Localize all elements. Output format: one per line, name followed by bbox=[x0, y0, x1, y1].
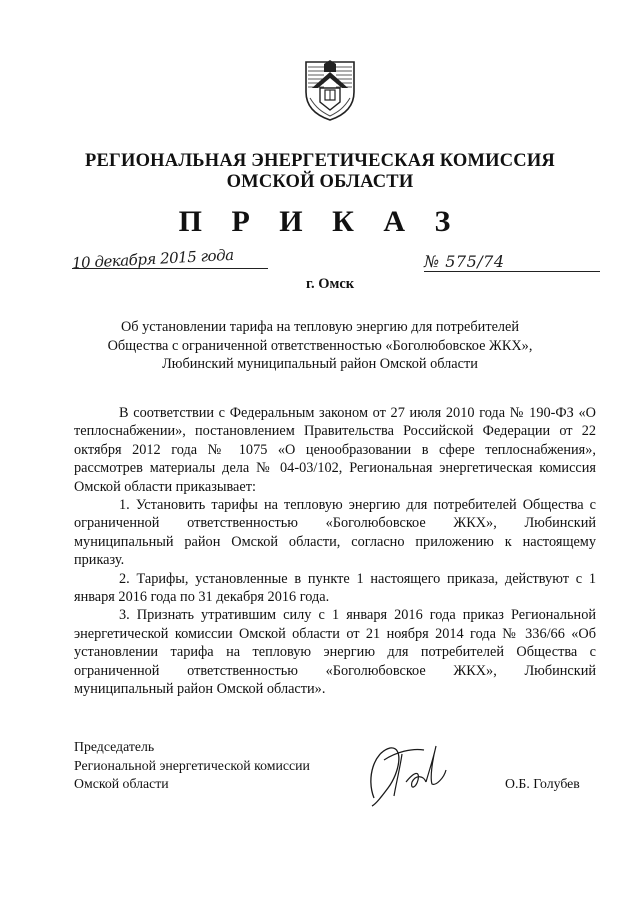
position-line: Региональной энергетической комиссии bbox=[74, 757, 310, 773]
signer-name: О.Б. Голубев bbox=[505, 776, 580, 791]
document-title: П Р И К А З bbox=[178, 205, 462, 238]
order-body bbox=[74, 404, 596, 699]
signatory-position bbox=[74, 738, 310, 794]
date-underline bbox=[72, 268, 268, 269]
clause-1-paragraph: 1. Установить тарифы на тепловую энергию для потребителей Общества с ограниченной ответственностью «Боголюбовское ЖКХ», Любинский муниципальный район Омской области, согласно приложению к настоящему приказу. bbox=[74, 497, 596, 569]
handwritten-order-number: № 575/74 bbox=[424, 252, 505, 271]
handwritten-signature bbox=[360, 738, 460, 812]
city-label: г. Омск bbox=[306, 276, 355, 292]
position-line: Председатель bbox=[74, 739, 155, 754]
subject-line: Об установлении тарифа на тепловую энергию для потребителей bbox=[120, 319, 520, 335]
handwritten-date: 10 декабря 2015 года bbox=[71, 245, 234, 273]
organization-name-line2: ОМСКОЙ ОБЛАСТИ bbox=[226, 172, 414, 192]
coat-of-arms-icon bbox=[302, 58, 358, 122]
clause-2-paragraph: 2. Тарифы, установленные в пункте 1 настоящего приказа, действуют с 1 января 2016 года по 31 декабря 2016 года. bbox=[74, 570, 596, 606]
subject-line: Общества с ограниченной ответственностью «Боголюбовское ЖКХ», bbox=[107, 337, 533, 354]
subject-line: Любинский муниципальный район Омской области bbox=[162, 356, 478, 372]
number-underline bbox=[424, 271, 600, 272]
preamble-paragraph: В соответствии с Федеральным законом от 27 июля 2010 года № 190-ФЗ «О теплоснабжении», постановлением Правительства Российской Федерации от 22 октября 2012 года № 1075 «О ценообразовании в сфере теплоснабжения», рассмотрев материалы дела № 04-03/102, Региональная энергетическая комиссия Омской области приказывает: bbox=[74, 405, 596, 495]
clause-3-paragraph: 3. Признать утратившим силу с 1 января 2016 года приказ Региональной энергетической комиссии Омской области от 21 ноября 2014 года № 336/66 «Об установлении тарифа на тепловую энергию для потребителей Общества с ограниченной ответственностью «Боголюбовское ЖКХ», Любинский муниципальный район Омской области». bbox=[74, 607, 596, 698]
order-subject bbox=[90, 318, 550, 374]
organization-name-line1: РЕГИОНАЛЬНАЯ ЭНЕРГЕТИЧЕСКАЯ КОМИССИЯ bbox=[84, 151, 555, 171]
position-line: Омской области bbox=[74, 776, 169, 791]
